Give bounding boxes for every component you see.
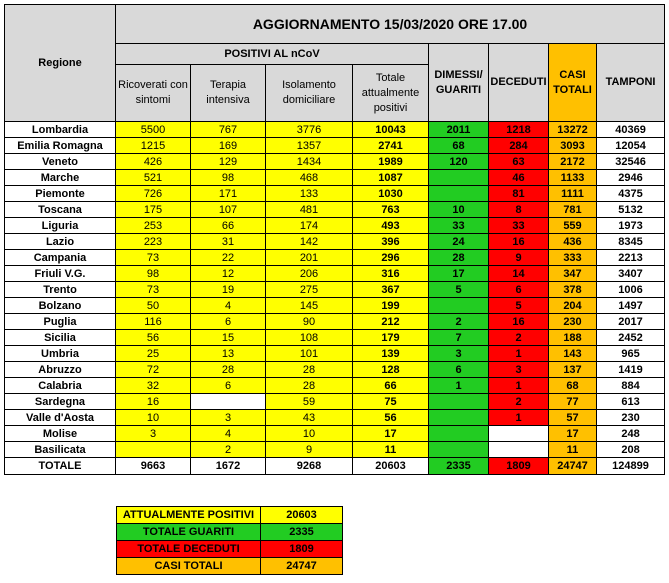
totale-terapia: 1672 xyxy=(191,458,266,475)
cell-dimessi: 24 xyxy=(429,234,489,250)
cell-isolamento: 101 xyxy=(266,346,353,362)
cell-isolamento: 201 xyxy=(266,250,353,266)
cell-casi: 11 xyxy=(549,442,597,458)
table-body xyxy=(5,122,665,458)
cell-totale: 11 xyxy=(353,442,429,458)
cell-casi: 68 xyxy=(549,378,597,394)
totale-label: TOTALE xyxy=(5,458,116,475)
cell-casi: 17 xyxy=(549,426,597,442)
cell-tamponi: 40369 xyxy=(597,122,665,138)
table-row xyxy=(5,330,665,346)
cell-tamponi: 248 xyxy=(597,426,665,442)
cell-ricoverati: 116 xyxy=(116,314,191,330)
cell-totale: 1087 xyxy=(353,170,429,186)
cell-ricoverati: 726 xyxy=(116,186,191,202)
cell-terapia: 6 xyxy=(191,378,266,394)
table-row xyxy=(5,298,665,314)
cell-casi: 204 xyxy=(549,298,597,314)
totale-row xyxy=(5,458,665,475)
table-row xyxy=(5,154,665,170)
cell-totale: 493 xyxy=(353,218,429,234)
cell-deceduti: 5 xyxy=(489,298,549,314)
cell-tamponi: 5132 xyxy=(597,202,665,218)
cell-deceduti: 2 xyxy=(489,330,549,346)
cell-totale: 75 xyxy=(353,394,429,410)
table-row xyxy=(5,282,665,298)
cell-casi: 559 xyxy=(549,218,597,234)
cell-ricoverati: 521 xyxy=(116,170,191,186)
cell-dimessi: 10 xyxy=(429,202,489,218)
cell-deceduti: 3 xyxy=(489,362,549,378)
cell-dimessi xyxy=(429,394,489,410)
cell-deceduti: 6 xyxy=(489,282,549,298)
cell-regione: Lazio xyxy=(5,234,116,250)
cell-isolamento: 275 xyxy=(266,282,353,298)
totale-positivi: 20603 xyxy=(353,458,429,475)
cell-isolamento: 142 xyxy=(266,234,353,250)
cell-totale: 66 xyxy=(353,378,429,394)
table-row xyxy=(5,170,665,186)
cell-totale: 128 xyxy=(353,362,429,378)
cell-isolamento: 1357 xyxy=(266,138,353,154)
cell-dimessi: 7 xyxy=(429,330,489,346)
totale-tamponi: 124899 xyxy=(597,458,665,475)
cell-tamponi: 4375 xyxy=(597,186,665,202)
cell-isolamento: 9 xyxy=(266,442,353,458)
cell-terapia: 4 xyxy=(191,298,266,314)
table-row xyxy=(5,186,665,202)
cell-regione: Puglia xyxy=(5,314,116,330)
cell-totale: 212 xyxy=(353,314,429,330)
cell-tamponi: 613 xyxy=(597,394,665,410)
cell-deceduti: 1 xyxy=(489,410,549,426)
cell-totale: 367 xyxy=(353,282,429,298)
summary-row xyxy=(117,558,343,575)
cell-terapia: 107 xyxy=(191,202,266,218)
cell-deceduti: 284 xyxy=(489,138,549,154)
summary-value: 1809 xyxy=(261,541,343,558)
cell-ricoverati: 73 xyxy=(116,282,191,298)
terapia-header: Terapia intensiva xyxy=(191,65,266,122)
cell-tamponi: 965 xyxy=(597,346,665,362)
table-row xyxy=(5,234,665,250)
cell-totale: 139 xyxy=(353,346,429,362)
cell-dimessi: 3 xyxy=(429,346,489,362)
cell-regione: Calabria xyxy=(5,378,116,394)
summary-row xyxy=(117,524,343,541)
table-row xyxy=(5,266,665,282)
cell-totale: 56 xyxy=(353,410,429,426)
cell-regione: Piemonte xyxy=(5,186,116,202)
cell-tamponi: 2452 xyxy=(597,330,665,346)
covid-data-table xyxy=(4,4,665,475)
table-row xyxy=(5,426,665,442)
cell-terapia: 66 xyxy=(191,218,266,234)
cell-totale: 17 xyxy=(353,426,429,442)
summary-label: CASI TOTALI xyxy=(117,558,261,575)
cell-isolamento: 59 xyxy=(266,394,353,410)
cell-terapia: 98 xyxy=(191,170,266,186)
cell-dimessi: 2011 xyxy=(429,122,489,138)
cell-ricoverati: 50 xyxy=(116,298,191,314)
cell-tamponi: 1497 xyxy=(597,298,665,314)
cell-ricoverati: 223 xyxy=(116,234,191,250)
cell-dimessi xyxy=(429,186,489,202)
cell-deceduti: 8 xyxy=(489,202,549,218)
table-row xyxy=(5,314,665,330)
cell-ricoverati: 56 xyxy=(116,330,191,346)
cell-ricoverati: 426 xyxy=(116,154,191,170)
totale-positivi-header: Totale attualmente positivi xyxy=(353,65,429,122)
casi-totali-header: CASI TOTALI xyxy=(549,44,597,122)
table-row xyxy=(5,410,665,426)
cell-dimessi: 1 xyxy=(429,378,489,394)
cell-casi: 230 xyxy=(549,314,597,330)
cell-regione: Valle d'Aosta xyxy=(5,410,116,426)
cell-tamponi: 3407 xyxy=(597,266,665,282)
cell-deceduti: 63 xyxy=(489,154,549,170)
cell-ricoverati: 3 xyxy=(116,426,191,442)
totale-deceduti: 1809 xyxy=(489,458,549,475)
cell-deceduti: 81 xyxy=(489,186,549,202)
cell-ricoverati: 175 xyxy=(116,202,191,218)
summary-label: TOTALE GUARITI xyxy=(117,524,261,541)
cell-dimessi xyxy=(429,298,489,314)
cell-deceduti: 16 xyxy=(489,234,549,250)
cell-tamponi: 8345 xyxy=(597,234,665,250)
table-row xyxy=(5,378,665,394)
cell-terapia: 4 xyxy=(191,426,266,442)
cell-regione: Bolzano xyxy=(5,298,116,314)
cell-isolamento: 90 xyxy=(266,314,353,330)
cell-casi: 143 xyxy=(549,346,597,362)
cell-terapia: 171 xyxy=(191,186,266,202)
totale-ricoverati: 9663 xyxy=(116,458,191,475)
cell-casi: 1133 xyxy=(549,170,597,186)
summary-row xyxy=(117,541,343,558)
cell-isolamento: 108 xyxy=(266,330,353,346)
cell-dimessi xyxy=(429,442,489,458)
table-row xyxy=(5,122,665,138)
cell-tamponi: 2017 xyxy=(597,314,665,330)
cell-casi: 378 xyxy=(549,282,597,298)
cell-casi: 781 xyxy=(549,202,597,218)
positivi-group-header: POSITIVI AL nCoV xyxy=(116,44,429,65)
cell-isolamento: 3776 xyxy=(266,122,353,138)
cell-dimessi: 17 xyxy=(429,266,489,282)
cell-regione: Lombardia xyxy=(5,122,116,138)
cell-dimessi xyxy=(429,410,489,426)
cell-deceduti: 1218 xyxy=(489,122,549,138)
cell-regione: Basilicata xyxy=(5,442,116,458)
cell-terapia: 22 xyxy=(191,250,266,266)
summary-label: TOTALE DECEDUTI xyxy=(117,541,261,558)
cell-totale: 396 xyxy=(353,234,429,250)
cell-isolamento: 481 xyxy=(266,202,353,218)
cell-deceduti xyxy=(489,426,549,442)
cell-ricoverati: 253 xyxy=(116,218,191,234)
cell-terapia: 28 xyxy=(191,362,266,378)
cell-regione: Veneto xyxy=(5,154,116,170)
cell-ricoverati: 10 xyxy=(116,410,191,426)
totale-casi: 24747 xyxy=(549,458,597,475)
cell-ricoverati: 25 xyxy=(116,346,191,362)
deceduti-header: DECEDUTI xyxy=(489,44,549,122)
cell-terapia: 6 xyxy=(191,314,266,330)
cell-dimessi: 120 xyxy=(429,154,489,170)
cell-regione: Molise xyxy=(5,426,116,442)
cell-isolamento: 28 xyxy=(266,362,353,378)
cell-isolamento: 133 xyxy=(266,186,353,202)
cell-ricoverati: 16 xyxy=(116,394,191,410)
cell-deceduti: 9 xyxy=(489,250,549,266)
cell-totale: 1030 xyxy=(353,186,429,202)
cell-isolamento: 43 xyxy=(266,410,353,426)
cell-ricoverati: 32 xyxy=(116,378,191,394)
cell-totale: 763 xyxy=(353,202,429,218)
cell-totale: 199 xyxy=(353,298,429,314)
cell-isolamento: 1434 xyxy=(266,154,353,170)
cell-deceduti: 1 xyxy=(489,378,549,394)
cell-dimessi: 2 xyxy=(429,314,489,330)
ricoverati-header: Ricoverati con sintomi xyxy=(116,65,191,122)
cell-casi: 188 xyxy=(549,330,597,346)
cell-totale: 10043 xyxy=(353,122,429,138)
cell-isolamento: 468 xyxy=(266,170,353,186)
cell-deceduti: 33 xyxy=(489,218,549,234)
cell-casi: 13272 xyxy=(549,122,597,138)
cell-casi: 333 xyxy=(549,250,597,266)
cell-isolamento: 28 xyxy=(266,378,353,394)
cell-regione: Liguria xyxy=(5,218,116,234)
cell-ricoverati: 72 xyxy=(116,362,191,378)
cell-isolamento: 10 xyxy=(266,426,353,442)
cell-tamponi: 1419 xyxy=(597,362,665,378)
cell-ricoverati: 1215 xyxy=(116,138,191,154)
summary-value: 20603 xyxy=(261,507,343,524)
cell-dimessi: 5 xyxy=(429,282,489,298)
cell-isolamento: 145 xyxy=(266,298,353,314)
tamponi-header: TAMPONI xyxy=(597,44,665,122)
cell-tamponi: 2946 xyxy=(597,170,665,186)
table-row xyxy=(5,394,665,410)
cell-deceduti: 14 xyxy=(489,266,549,282)
cell-regione: Abruzzo xyxy=(5,362,116,378)
cell-casi: 436 xyxy=(549,234,597,250)
cell-regione: Campania xyxy=(5,250,116,266)
summary-value: 24747 xyxy=(261,558,343,575)
cell-tamponi: 32546 xyxy=(597,154,665,170)
cell-terapia: 169 xyxy=(191,138,266,154)
cell-ricoverati: 73 xyxy=(116,250,191,266)
cell-totale: 296 xyxy=(353,250,429,266)
cell-tamponi: 2213 xyxy=(597,250,665,266)
totale-isolamento: 9268 xyxy=(266,458,353,475)
cell-terapia: 15 xyxy=(191,330,266,346)
cell-terapia: 129 xyxy=(191,154,266,170)
cell-regione: Umbria xyxy=(5,346,116,362)
cell-isolamento: 174 xyxy=(266,218,353,234)
cell-regione: Sardegna xyxy=(5,394,116,410)
cell-casi: 1111 xyxy=(549,186,597,202)
summary-table xyxy=(116,506,343,575)
cell-casi: 77 xyxy=(549,394,597,410)
cell-casi: 347 xyxy=(549,266,597,282)
cell-regione: Toscana xyxy=(5,202,116,218)
cell-totale: 1989 xyxy=(353,154,429,170)
cell-tamponi: 1973 xyxy=(597,218,665,234)
cell-regione: Emilia Romagna xyxy=(5,138,116,154)
dimessi-header: DIMESSI/ GUARITI xyxy=(429,44,489,122)
cell-ricoverati: 98 xyxy=(116,266,191,282)
cell-ricoverati: 5500 xyxy=(116,122,191,138)
cell-terapia: 19 xyxy=(191,282,266,298)
cell-terapia: 3 xyxy=(191,410,266,426)
table-row xyxy=(5,138,665,154)
cell-deceduti: 16 xyxy=(489,314,549,330)
cell-regione: Sicilia xyxy=(5,330,116,346)
cell-dimessi: 28 xyxy=(429,250,489,266)
cell-casi: 137 xyxy=(549,362,597,378)
cell-terapia: 767 xyxy=(191,122,266,138)
cell-terapia: 12 xyxy=(191,266,266,282)
cell-terapia: 13 xyxy=(191,346,266,362)
table-row xyxy=(5,218,665,234)
cell-terapia: 31 xyxy=(191,234,266,250)
cell-totale: 179 xyxy=(353,330,429,346)
cell-deceduti: 46 xyxy=(489,170,549,186)
cell-regione: Friuli V.G. xyxy=(5,266,116,282)
table-row xyxy=(5,250,665,266)
cell-terapia: 2 xyxy=(191,442,266,458)
cell-tamponi: 12054 xyxy=(597,138,665,154)
table-row xyxy=(5,202,665,218)
regione-header: Regione xyxy=(5,5,116,122)
page-title: AGGIORNAMENTO 15/03/2020 ORE 17.00 xyxy=(116,5,665,44)
summary-value: 2335 xyxy=(261,524,343,541)
cell-isolamento: 206 xyxy=(266,266,353,282)
cell-dimessi xyxy=(429,426,489,442)
totale-dimessi: 2335 xyxy=(429,458,489,475)
summary-body xyxy=(117,507,343,575)
cell-totale: 2741 xyxy=(353,138,429,154)
cell-dimessi: 68 xyxy=(429,138,489,154)
table-row xyxy=(5,442,665,458)
summary-row xyxy=(117,507,343,524)
cell-tamponi: 884 xyxy=(597,378,665,394)
cell-tamponi: 230 xyxy=(597,410,665,426)
cell-tamponi: 208 xyxy=(597,442,665,458)
table-row xyxy=(5,346,665,362)
table-row xyxy=(5,362,665,378)
cell-dimessi xyxy=(429,170,489,186)
cell-regione: Marche xyxy=(5,170,116,186)
cell-casi: 2172 xyxy=(549,154,597,170)
cell-deceduti xyxy=(489,442,549,458)
cell-regione: Trento xyxy=(5,282,116,298)
cell-terapia xyxy=(191,394,266,410)
cell-dimessi: 33 xyxy=(429,218,489,234)
cell-casi: 3093 xyxy=(549,138,597,154)
cell-deceduti: 2 xyxy=(489,394,549,410)
cell-tamponi: 1006 xyxy=(597,282,665,298)
summary-label: ATTUALMENTE POSITIVI xyxy=(117,507,261,524)
cell-dimessi: 6 xyxy=(429,362,489,378)
cell-ricoverati xyxy=(116,442,191,458)
cell-deceduti: 1 xyxy=(489,346,549,362)
cell-casi: 57 xyxy=(549,410,597,426)
cell-totale: 316 xyxy=(353,266,429,282)
isolamento-header: Isolamento domiciliare xyxy=(266,65,353,122)
